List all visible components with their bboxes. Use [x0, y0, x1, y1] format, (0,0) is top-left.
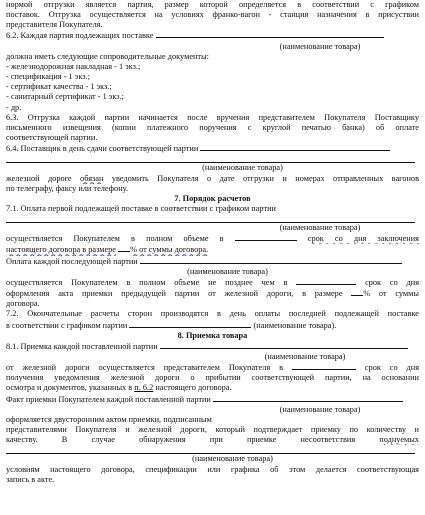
paragraph-line [6, 435, 419, 445]
paragraph-line: представителя Покупателя. [6, 20, 103, 30]
text-part: от железной дороги осуществляется представителем Покупателя в [6, 363, 284, 373]
paragraph-line: 6.3. Отгрузка каждой партии начинается после вручения представителем Покупателя Поставщику [6, 112, 419, 122]
blank-line [6, 154, 415, 163]
text-part: осуществляется Покупателем в полном объеме в [6, 234, 224, 244]
blank-line [200, 143, 390, 151]
paragraph-line: соответствующей партии. [6, 133, 98, 143]
caption-product-name: (наименование товара) [264, 352, 346, 361]
blank-line [235, 233, 297, 241]
text-part: (наименование товара). [253, 320, 337, 330]
paragraph-line [6, 288, 419, 299]
paragraph-line: нормой отгрузки является партия, размер которой определяется в соответствии с графиком [6, 0, 419, 9]
text-part: срок со дня заключения [307, 234, 419, 244]
text-part: обязан [80, 173, 104, 183]
blank-line [129, 320, 251, 328]
text-part: срок со дня [364, 363, 419, 373]
text-part: железной дороге [6, 173, 72, 183]
blank-line [6, 445, 415, 454]
clause-text: 6.4. Поставщик в день сдачи соответствующей партии [6, 144, 199, 154]
paragraph-line [6, 256, 419, 267]
blank-line [292, 362, 356, 370]
blank-line [156, 30, 384, 38]
paragraph-line: договора. [6, 299, 40, 309]
text-part: Оплата каждой последующей партии [6, 256, 138, 266]
paragraph-line: представителями Покупателя и железной дороги, который подтверждает приемку по количеству и [6, 425, 419, 435]
paragraph-line: получения уведомления железной дороги о прибытии соответствующей партии, на основании [6, 373, 419, 383]
caption-product-name: (наименование товара) [187, 266, 268, 276]
doc-list-item: - сертификат качества - 1 экз.; [6, 82, 112, 92]
paragraph-line [6, 233, 419, 244]
text-part: осуществляется Покупателем в полном объеме не позднее чем в [6, 277, 288, 287]
section-heading-8: 8. Приемка товара [177, 330, 248, 340]
doc-list-item: - спецификация - 1 экз.; [6, 72, 90, 82]
text-part: % от суммы [363, 289, 419, 299]
paragraph-line [6, 174, 419, 184]
paragraph-line: поставок. Отгрузка осуществляется на условиях франко-вагон - станция назначения в присуствии [6, 10, 419, 20]
text-part: 8.1. Приемка каждой поставленной партии [6, 341, 158, 351]
section-heading-7: 7. Порядок расчетов [174, 193, 251, 203]
blank-line [351, 288, 363, 296]
clause-reference: п. 6.2 [134, 383, 154, 393]
text-part: Факт приемки Покупателем каждой поставленной партии [6, 394, 211, 404]
paragraph-line: условиям настоящего договора, спецификации или графика об этом делается соответствующая [6, 464, 419, 474]
blank-line [213, 394, 403, 402]
paragraph-line: оформляется двусторонним актом приемки, подписанным [6, 414, 212, 424]
paragraph-line: письменного извещения (копии платежного поручения с круглой печатью банка) об оплате [6, 122, 419, 132]
text-part: настоящего договора в размере [6, 245, 116, 255]
blank-line [118, 244, 130, 252]
text-part: оформления акта приемки предыдущей партии от железной дороги, в размере [6, 289, 343, 299]
text-part: поднуемых [379, 435, 419, 445]
doc-list-item: - др. [6, 102, 22, 112]
caption-product-name: (наименование товара) [279, 404, 361, 414]
text-part: уведомить Покупателя о дате отгрузки и номерах отправленных вагонов [111, 173, 419, 183]
paragraph-line [6, 362, 419, 373]
paragraph-line: 7.2. Окончательные расчеты сторон производятся в день оплаты последней подлежащей поставке [6, 309, 419, 319]
clause-6-2-line [6, 30, 419, 41]
blank-line [160, 341, 408, 349]
paragraph-line: 7.1. Оплата первой подлежащей поставке в соответствии с графиком партии [6, 203, 276, 213]
caption-product-name: (наименование товара) [279, 41, 361, 51]
caption-product-name: (наименование товара) [192, 454, 273, 464]
blank-line [6, 214, 415, 223]
paragraph-line [6, 277, 419, 288]
paragraph-line: должна иметь следующие сопроводительные документы: [6, 51, 209, 61]
clause-6-4-line [6, 143, 419, 154]
paragraph-line [6, 320, 419, 331]
caption-product-name: (наименование товара) [279, 223, 361, 233]
paragraph-line [6, 383, 419, 393]
paragraph-line [6, 394, 419, 405]
paragraph-line: запись в акте. [6, 474, 55, 484]
caption-product-name: (наименование товара) [202, 163, 283, 173]
text-part: осмотра и документов, указанных в [6, 383, 133, 393]
text-part: в соответствии с графиком партии [6, 320, 128, 330]
paragraph-line: по телеграфу, факсу или телефону. [6, 183, 129, 193]
doc-list-item: - санитарный сертификат - 1 экз.; [6, 92, 124, 102]
blank-line [140, 256, 402, 264]
clause-text: 6.2. Каждая партия подлежащих поставке [6, 31, 154, 41]
text-part: качеству. В случае обнаружения при приемке несоответствия [6, 435, 356, 445]
paragraph-line [6, 341, 419, 352]
text-part: % от суммы договора. [130, 245, 209, 255]
blank-line [296, 277, 356, 285]
doc-list-item: - железнодорожная накладная - 1 экз.; [6, 61, 141, 71]
text-part: срок со дня [365, 277, 419, 287]
paragraph-line [6, 244, 419, 255]
text-part: настоящего договора. [155, 383, 232, 393]
